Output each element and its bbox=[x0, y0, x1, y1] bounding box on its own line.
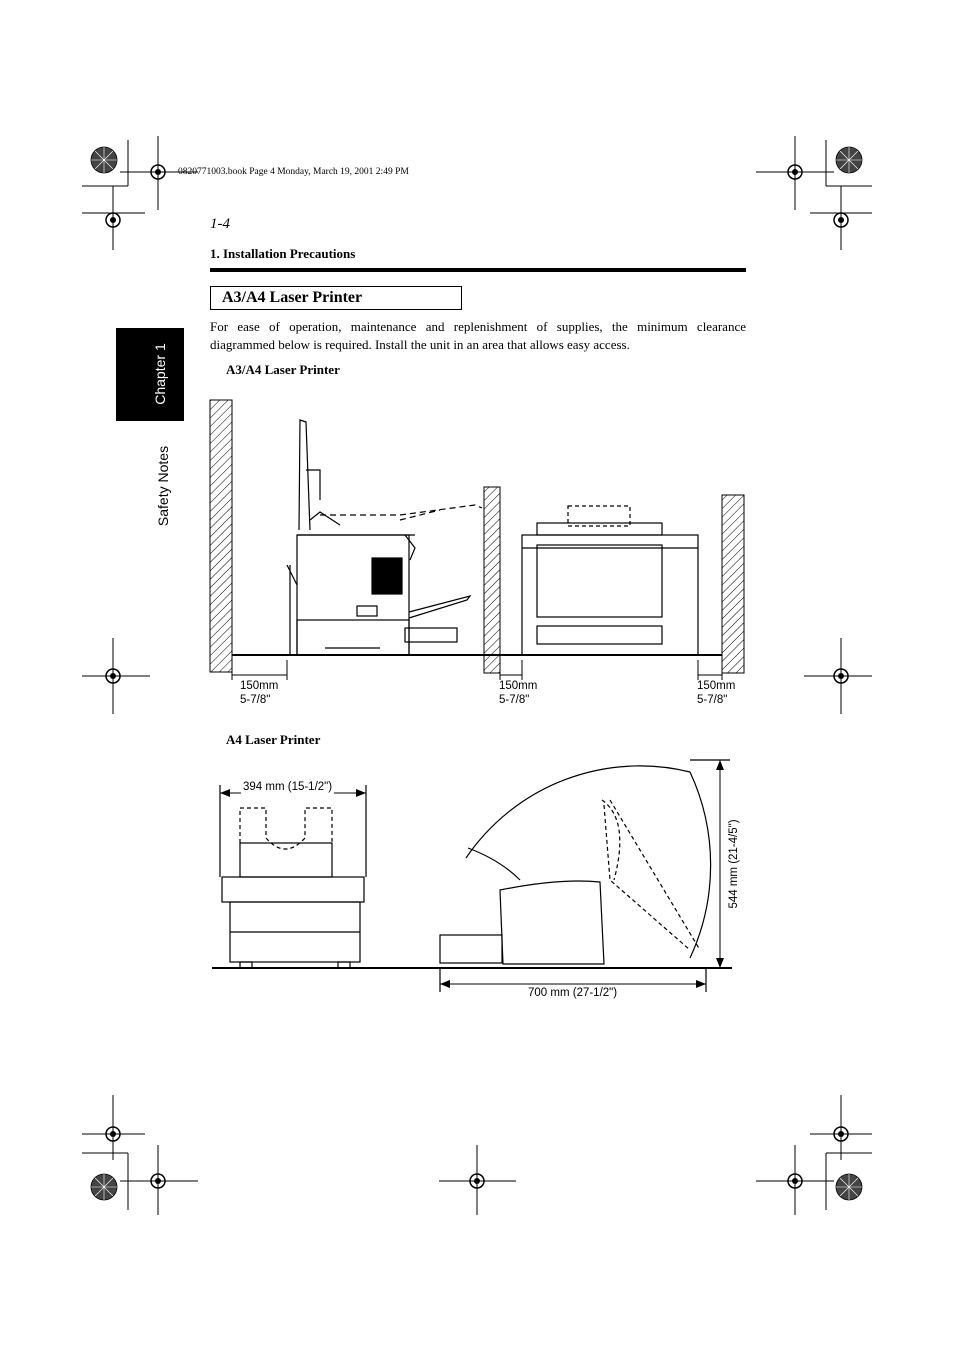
book-header-info: 0820771003.book Page 4 Monday, March 19, 2001 2:49 PM bbox=[178, 167, 409, 177]
depth-dimension-label: 700 mm (27-1/2") bbox=[528, 987, 618, 999]
figure2-title: A4 Laser Printer bbox=[226, 732, 321, 747]
clearance-left-mm: 150mm bbox=[240, 680, 279, 692]
section-title: 1. Installation Precautions bbox=[210, 246, 356, 261]
intro-paragraph: For ease of operation, maintenance and replenishment of supplies, the minimum clearance diagrammed below is required. Install the unit in an area that allows easy access. bbox=[210, 319, 746, 352]
section-tab-label: Safety Notes bbox=[155, 445, 171, 527]
clearance-left-inch: 5-7/8" bbox=[240, 694, 271, 706]
clearance-right-inch: 5-7/8" bbox=[697, 694, 728, 706]
figure1-title: A3/A4 Laser Printer bbox=[226, 362, 340, 377]
clearance-middle-mm: 150mm bbox=[499, 680, 538, 692]
height-dimension-label: 544 mm (21-4/5") bbox=[728, 819, 740, 909]
width-dimension-label: 394 mm (15-1/2") bbox=[243, 781, 333, 793]
clearance-middle-inch: 5-7/8" bbox=[499, 694, 530, 706]
subsection-box-title: A3/A4 Laser Printer bbox=[210, 286, 462, 310]
clearance-right-mm: 150mm bbox=[697, 680, 736, 692]
chapter-label: Chapter 1 bbox=[152, 343, 168, 405]
page-number: 1-4 bbox=[210, 216, 230, 232]
